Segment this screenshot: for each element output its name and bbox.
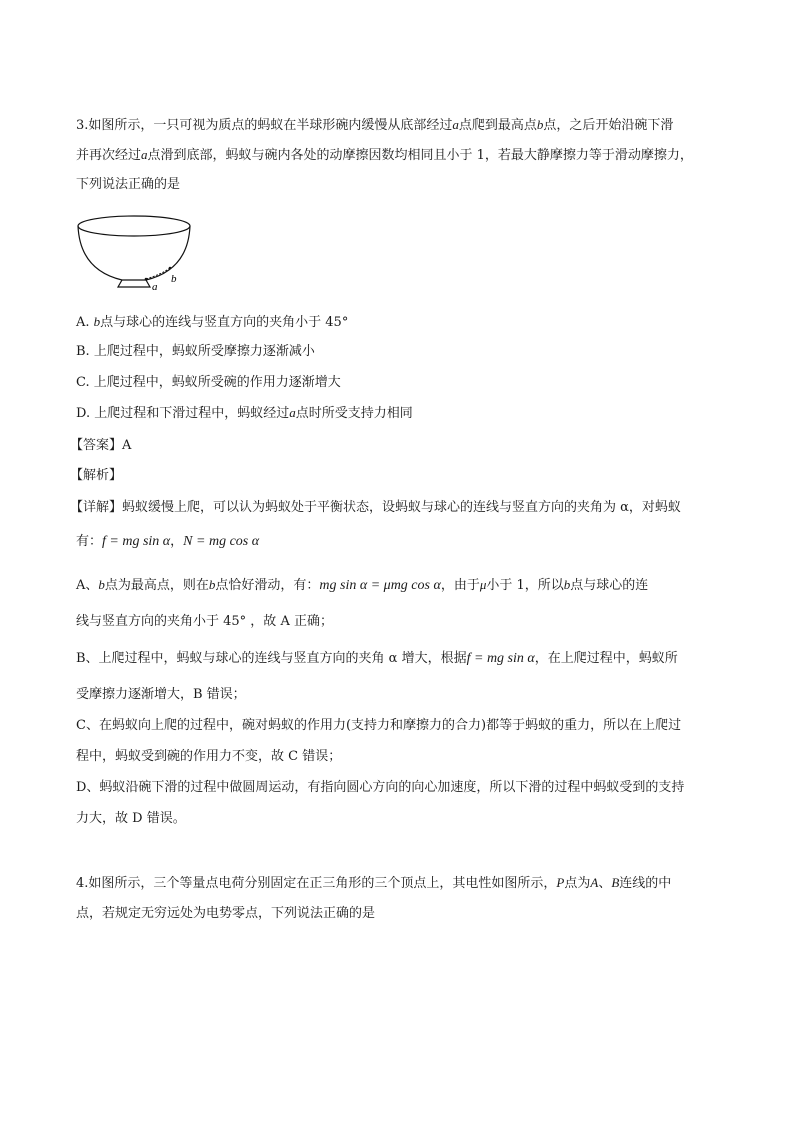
explain-a-line-1: A、b点为最高点，则在b点恰好滑动，有：mg sin α = μmg cos α，由于μ小于 1，所以b点与球心的连 — [76, 577, 649, 593]
explain-b-line-2: 受摩擦力逐渐增大，B 错误； — [76, 687, 246, 702]
equation-normal: N = mg cos α — [183, 534, 260, 549]
detail-line-2: 有：f = mg sin α，N = mg cos α — [76, 534, 260, 549]
explain-a-line-2: 线与竖直方向的夹角小于 45° ，故 A 正确； — [76, 614, 333, 629]
option-c: C. 上爬过程中，蚂蚁所受碗的作用力逐渐增大 — [76, 375, 341, 390]
bowl-figure — [74, 210, 194, 300]
figure-label-b: b — [171, 273, 177, 285]
answer-value: A — [122, 438, 132, 453]
option-a: A. b点与球心的连线与竖直方向的夹角小于 45° — [76, 314, 349, 330]
detail-line-1: 【详解】蚂蚁缓慢上爬，可以认为蚂蚁处于平衡状态，设蚂蚁与球心的连线与竖直方向的夹角为 α，对蚂蚁 — [70, 500, 681, 515]
detail-tag: 【详解】 — [70, 500, 123, 515]
q3-stem-line-3: 下列说法正确的是 — [76, 177, 181, 192]
q4-stem-line-2: 点，若规定无穷远处为电势零点，下列说法正确的是 — [76, 906, 376, 921]
answer-tag: 【答案】 — [70, 438, 123, 453]
explain-c-line-1: C、在蚂蚁向上爬的过程中，碗对蚂蚁的作用力(支持力和摩擦力的合力)都等于蚂蚁的重力，所以在上爬过 — [76, 718, 682, 733]
answer-line — [70, 437, 131, 455]
figure-label-a: a — [152, 281, 158, 293]
q3-stem-line-2: 并再次经过a点滑到底部，蚂蚁与碗内各处的动摩擦因数均相同且小于 1，若最大静摩擦力等于滑动摩擦力， — [76, 147, 693, 163]
analysis-tag: 【解析】 — [70, 468, 123, 483]
q3-stem-line-1: 3.如图所示，一只可视为质点的蚂蚁在半球形碗内缓慢从底部经过a点爬到最高点b点，之后开始沿碗下滑 — [76, 117, 674, 133]
explain-c-line-2: 程中，蚂蚁受到碗的作用力不变，故 C 错误； — [76, 749, 342, 764]
equation-friction: f = mg sin α — [102, 534, 171, 549]
option-b: B. 上爬过程中，蚂蚁所受摩擦力逐渐减小 — [76, 344, 315, 359]
q4-stem-line-1: 4.如图所示，三个等量点电荷分别固定在正三角形的三个顶点上，其电性如图所示，P点为A、B连线的中 — [76, 875, 672, 891]
explain-d-line-1: D、蚂蚁沿碗下滑的过程中做圆周运动，有指向圆心方向的向心加速度，所以下滑的过程中蚂蚁受到的支持 — [76, 780, 685, 795]
option-d: D. 上爬过程和下滑过程中，蚂蚁经过a点时所受支持力相同 — [76, 405, 413, 421]
explain-d-line-2: 力大，故 D 错误。 — [76, 811, 186, 826]
explain-b-line-1: B、上爬过程中，蚂蚁与球心的连线与竖直方向的夹角 α 增大，根据f = mg sin α，在上爬过程中，蚂蚁所 — [76, 651, 678, 666]
